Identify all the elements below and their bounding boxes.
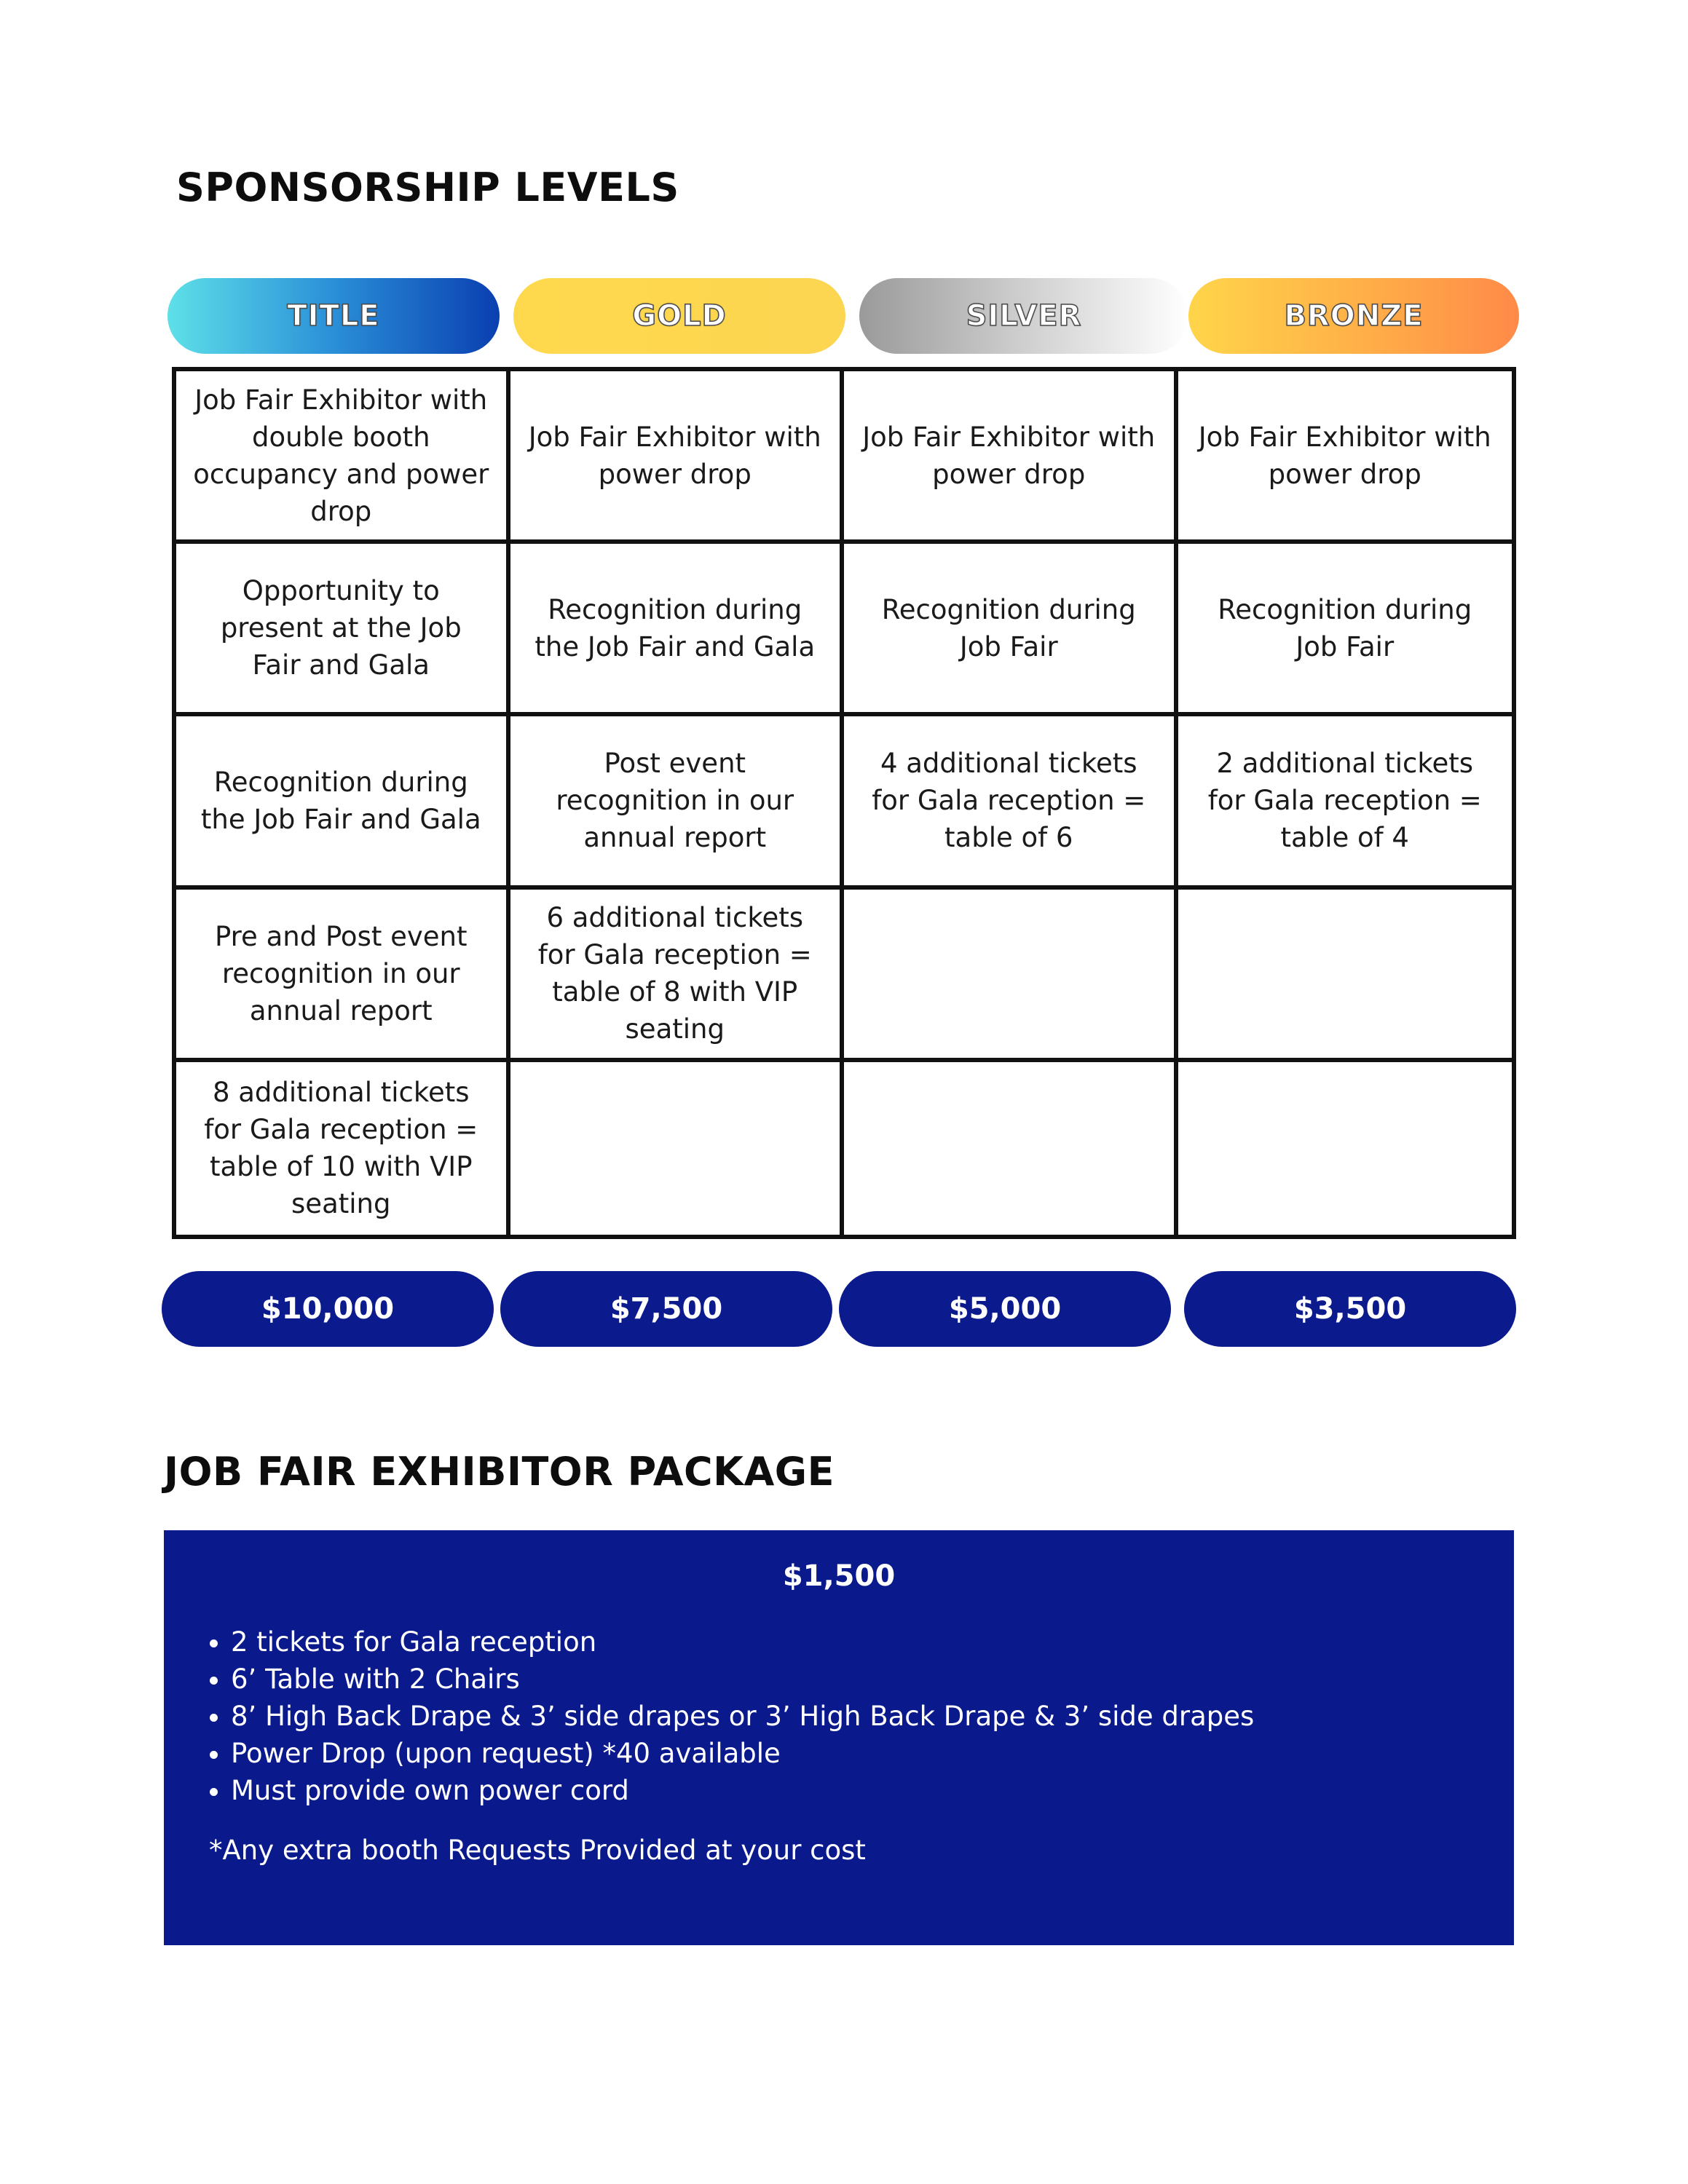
list-item: • 8’ High Back Drape & 3’ side drapes or 3’ High Back Drape & 3’ side drapes <box>231 1698 1254 1735</box>
benefit-cell: Job Fair Exhibitor with power drop <box>510 371 845 544</box>
exhibitor-package-box <box>164 1530 1514 1945</box>
benefits-table <box>172 367 1516 1239</box>
benefit-cell: 6 additional tickets for Gala reception = table of 8 with VIP seating <box>510 890 845 1062</box>
exhibitor-price: $1,500 <box>782 1559 896 1593</box>
tier-silver-pill: SILVER <box>859 278 1188 354</box>
benefit-cell: Post event recognition in our annual report <box>510 716 845 889</box>
exhibitor-note: *Any extra booth Requests Provided at your cost <box>209 1835 866 1866</box>
benefit-cell: Recognition during Job Fair <box>844 544 1178 716</box>
list-item: • Power Drop (upon request) *40 available <box>231 1735 1254 1772</box>
benefit-cell: 2 additional tickets for Gala reception = table of 4 <box>1178 716 1513 889</box>
benefit-cell-empty <box>844 890 1178 1062</box>
benefit-cell: Job Fair Exhibitor with power drop <box>844 371 1178 544</box>
tier-gold-pill: GOLD <box>513 278 845 354</box>
list-item: • 6’ Table with 2 Chairs <box>231 1661 1254 1698</box>
price-gold-pill: $7,500 <box>500 1271 832 1347</box>
benefit-cell: Recognition during Job Fair <box>1178 544 1513 716</box>
benefit-cell: Recognition during the Job Fair and Gala <box>176 716 510 889</box>
tier-bronze-pill: BRONZE <box>1188 278 1519 354</box>
benefit-cell-empty <box>510 1062 845 1235</box>
list-item: • Must provide own power cord <box>231 1772 1254 1809</box>
benefit-cell: Job Fair Exhibitor with power drop <box>1178 371 1513 544</box>
price-bronze-pill: $3,500 <box>1184 1271 1516 1347</box>
benefit-cell-empty <box>1178 1062 1513 1235</box>
sponsorship-heading: SPONSORSHIP LEVELS <box>176 165 679 210</box>
benefit-cell-empty <box>844 1062 1178 1235</box>
benefit-cell-empty <box>1178 890 1513 1062</box>
price-silver-pill: $5,000 <box>839 1271 1171 1347</box>
tier-title-pill: TITLE <box>167 278 500 354</box>
list-item: • 2 tickets for Gala reception <box>231 1623 1254 1661</box>
benefit-cell: 8 additional tickets for Gala reception = table of 10 with VIP seating <box>176 1062 510 1235</box>
benefit-cell: Recognition during the Job Fair and Gala <box>510 544 845 716</box>
exhibitor-items-list <box>202 1623 1254 1809</box>
benefit-cell: Pre and Post event recognition in our annual report <box>176 890 510 1062</box>
exhibitor-heading: JOB FAIR EXHIBITOR PACKAGE <box>164 1449 835 1495</box>
benefit-cell: Job Fair Exhibitor with double booth occupancy and power drop <box>176 371 510 544</box>
benefit-cell: 4 additional tickets for Gala reception = table of 6 <box>844 716 1178 889</box>
price-title-pill: $10,000 <box>162 1271 494 1347</box>
benefit-cell: Opportunity to present at the Job Fair and Gala <box>176 544 510 716</box>
